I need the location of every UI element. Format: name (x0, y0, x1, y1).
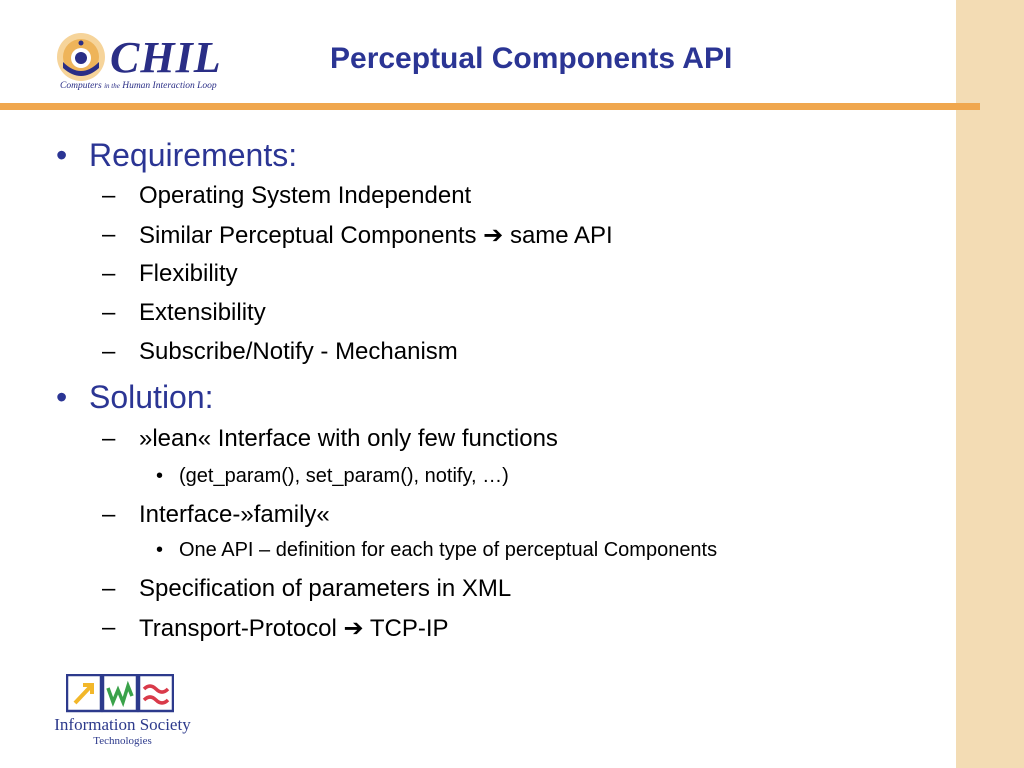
dash-marker: – (102, 614, 116, 641)
sub-bullet (102, 338, 458, 366)
sub-bullet (102, 260, 238, 288)
sub-bullet (102, 299, 266, 327)
ist-text-line2: Technologies (93, 735, 152, 747)
chil-wordmark: CHIL (110, 33, 222, 82)
sub-bullet-text: same API (509, 222, 613, 249)
sub-bullet-text: Similar Perceptual Components (139, 222, 477, 249)
sub-bullet-text: Extensibility (139, 299, 266, 326)
dash-marker: – (102, 299, 116, 326)
dash-marker: – (102, 260, 116, 287)
bullet-text: Requirements: (89, 137, 298, 173)
bullet-marker: • (156, 539, 164, 561)
sub-bullet-text: TCP-IP (369, 615, 449, 642)
sub-bullet-text: Operating System Independent (139, 182, 472, 209)
sub-bullet-text: Specification of parameters in XML (139, 575, 512, 602)
right-arrow-icon: ➔ (343, 615, 364, 642)
bullet-marker: • (56, 379, 68, 415)
dash-marker: – (102, 221, 116, 248)
sub-bullet-text: Subscribe/Notify - Mechanism (139, 338, 458, 365)
sub-bullet (102, 575, 512, 603)
sub-bullet-text: Transport-Protocol (139, 615, 337, 642)
dash-marker: – (102, 501, 116, 528)
sub-sub-bullet-text: One API – definition for each type of perceptual Components (179, 539, 718, 561)
ist-symbols-icon (66, 674, 174, 714)
sub-bullet (102, 221, 613, 250)
sub-sub-bullet-text: (get_param(), set_param(), notify, …) (179, 465, 509, 487)
dash-marker: – (102, 182, 116, 209)
sub-bullet-text: Interface-»family« (139, 501, 330, 528)
chil-tagline: Computers in the Human Interaction Loop (60, 81, 217, 91)
chil-emblem-icon (56, 32, 106, 82)
sub-bullet (102, 182, 472, 210)
dash-marker: – (102, 338, 116, 365)
sub-bullet (102, 425, 558, 453)
sub-bullet (102, 614, 449, 643)
ist-text-line1: Information Society (54, 715, 191, 734)
right-arrow-icon: ➔ (483, 222, 504, 249)
sub-bullet-text: »lean« Interface with only few functions (139, 425, 558, 452)
dash-marker: – (102, 575, 116, 602)
dash-marker: – (102, 425, 116, 452)
sub-bullet (102, 501, 330, 529)
header-divider (0, 103, 980, 110)
sub-sub-bullet (156, 465, 509, 488)
slide-title: Perceptual Components API (330, 42, 733, 75)
bullet-text: Solution: (89, 379, 214, 415)
chil-logo (52, 30, 262, 96)
side-band (956, 0, 1024, 768)
bullet-marker: • (56, 137, 68, 173)
sub-bullet-text: Flexibility (139, 260, 238, 287)
ist-logo (50, 674, 195, 750)
bullet-marker: • (156, 465, 164, 487)
bullet-solution (56, 379, 214, 416)
sub-sub-bullet (156, 539, 718, 562)
bullet-requirements (56, 137, 298, 174)
